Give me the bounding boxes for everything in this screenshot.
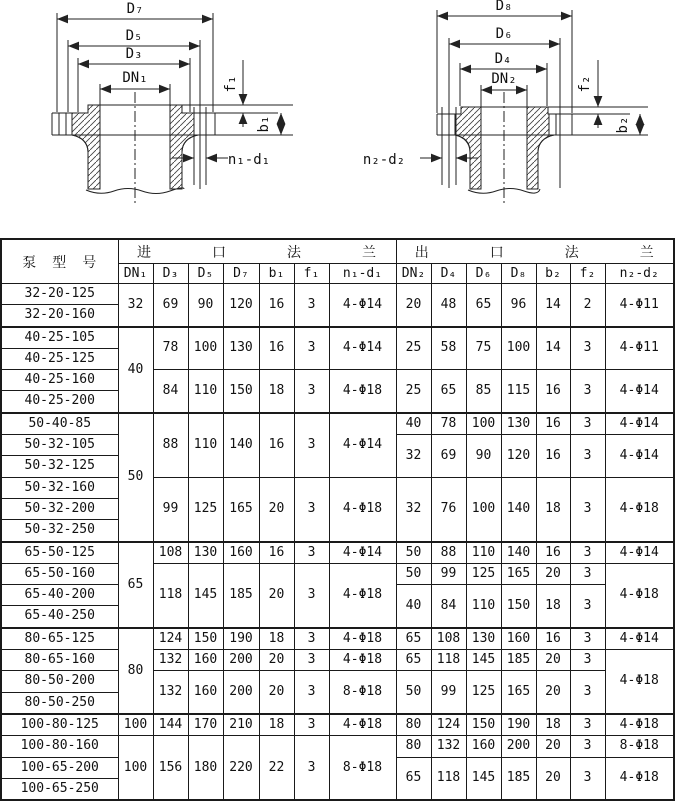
pump-model-header: 泵 型 号: [1, 239, 118, 284]
cell: 16: [259, 284, 294, 327]
cell: 18: [536, 714, 570, 736]
cell: 3: [570, 671, 605, 714]
cell: 76: [431, 477, 466, 541]
cell: 69: [153, 284, 188, 327]
model-cell: 80-50-200: [1, 671, 118, 692]
model-cell: 100-65-250: [1, 778, 118, 800]
cell: 132: [153, 671, 188, 714]
cell: 190: [501, 714, 536, 736]
model-cell: 100-80-160: [1, 736, 118, 757]
cell: 110: [466, 585, 501, 628]
cell: 145: [188, 563, 223, 627]
cell: 16: [536, 413, 570, 435]
cell: 130: [188, 542, 223, 564]
cell: 3: [570, 435, 605, 478]
cell: 3: [294, 327, 329, 370]
col-header-DN2: DN₂: [396, 264, 431, 284]
cell: 88: [153, 413, 188, 477]
cell: 99: [431, 563, 466, 584]
cell: 165: [501, 671, 536, 714]
model-cell: 50-32-160: [1, 477, 118, 498]
cell: 3: [294, 650, 329, 671]
cell: 80: [396, 714, 431, 736]
table-row: [1, 413, 674, 435]
cell: 100: [188, 327, 223, 370]
cell: 4-Φ11: [605, 327, 674, 370]
model-cell: 80-65-125: [1, 628, 118, 650]
model-cell: 80-65-160: [1, 650, 118, 671]
cell: 3: [570, 757, 605, 800]
cell: 65: [396, 650, 431, 671]
cell: 80: [396, 736, 431, 757]
cell: 125: [466, 671, 501, 714]
cell: 3: [294, 563, 329, 627]
cell: 150: [223, 370, 259, 413]
cell: 8-Φ18: [329, 736, 396, 800]
cell: 3: [570, 736, 605, 757]
model-cell: 40-25-105: [1, 327, 118, 349]
cell: 125: [466, 563, 501, 584]
cell: 118: [431, 650, 466, 671]
flange-dimension-table: [0, 238, 675, 801]
cell: 3: [570, 477, 605, 541]
cell: 4-Φ14: [605, 370, 674, 413]
model-cell: 65-50-125: [1, 542, 118, 564]
model-cell: 100-80-125: [1, 714, 118, 736]
cell: 145: [466, 757, 501, 800]
cell: 160: [188, 671, 223, 714]
cell: 16: [536, 370, 570, 413]
cell: 3: [294, 477, 329, 541]
cell: 165: [223, 477, 259, 541]
cell: 190: [223, 628, 259, 650]
cell: 4-Φ14: [329, 327, 396, 370]
cell: 78: [153, 327, 188, 370]
cell: 118: [431, 757, 466, 800]
cell: 200: [501, 736, 536, 757]
cell: 40: [396, 413, 431, 435]
col-header-n1-d1: n₁-d₁: [329, 264, 396, 284]
col-header-D8: D₈: [501, 264, 536, 284]
cell: 108: [431, 628, 466, 650]
cell: 96: [501, 284, 536, 327]
cell: 16: [536, 628, 570, 650]
cell: 115: [501, 370, 536, 413]
dim-label-D7: D₇: [126, 1, 144, 17]
cell: 156: [153, 736, 188, 800]
col-header-n2-d2: n₂-d₂: [605, 264, 674, 284]
cell: 4-Φ18: [605, 757, 674, 800]
cell: 4-Φ18: [329, 563, 396, 627]
cell: 14: [536, 284, 570, 327]
cell: 3: [294, 714, 329, 736]
inlet-flange-drawing: [52, 13, 293, 203]
col-header-D6: D₆: [466, 264, 501, 284]
col-header-DN1: DN₁: [118, 264, 153, 284]
dim-label-D5: D₅: [125, 28, 143, 44]
cell: 8-Φ18: [329, 671, 396, 714]
cell: 16: [536, 435, 570, 478]
cell: 4-Φ18: [605, 714, 674, 736]
cell: 145: [466, 650, 501, 671]
table-row: [1, 650, 674, 671]
cell: 4-Φ14: [605, 542, 674, 564]
cell: 4-Φ18: [329, 370, 396, 413]
col-header-D4: D₄: [431, 264, 466, 284]
cell: 90: [466, 435, 501, 478]
cell: 3: [570, 370, 605, 413]
table-row: [1, 327, 674, 349]
cell: 4-Φ14: [605, 413, 674, 435]
cell: 18: [259, 628, 294, 650]
cell: 4-Φ18: [329, 628, 396, 650]
cell: 165: [501, 563, 536, 584]
cell: 3: [294, 628, 329, 650]
cell: 124: [153, 628, 188, 650]
col-header-f1: f₁: [294, 264, 329, 284]
cell: 78: [431, 413, 466, 435]
model-cell: 80-50-250: [1, 692, 118, 714]
cell: 3: [570, 542, 605, 564]
table-row: [1, 736, 674, 757]
cell: 210: [223, 714, 259, 736]
cell: 4-Φ18: [605, 477, 674, 541]
cell: 3: [294, 413, 329, 477]
cell: 18: [259, 714, 294, 736]
table-row: [1, 284, 674, 305]
cell: 180: [188, 736, 223, 800]
dim-label-n1-d1: n₁-d₁: [227, 152, 271, 168]
cell: 80: [118, 628, 153, 714]
cell: 130: [223, 327, 259, 370]
cell: 3: [294, 736, 329, 800]
cell: 100: [118, 736, 153, 800]
cell: 4-Φ11: [605, 284, 674, 327]
cell: 100: [118, 714, 153, 736]
cell: 160: [501, 628, 536, 650]
cell: 25: [396, 370, 431, 413]
model-cell: 40-25-200: [1, 391, 118, 413]
cell: 50: [396, 542, 431, 564]
cell: 3: [570, 327, 605, 370]
model-cell: 65-40-200: [1, 585, 118, 606]
cell: 20: [259, 477, 294, 541]
col-header-D3: D₃: [153, 264, 188, 284]
cell: 16: [259, 327, 294, 370]
cell: 4-Φ14: [605, 628, 674, 650]
outlet-flange-drawing: [420, 10, 648, 205]
cell: 65: [431, 370, 466, 413]
cell: 99: [431, 671, 466, 714]
cell: 58: [431, 327, 466, 370]
cell: 110: [466, 542, 501, 564]
cell: 3: [570, 585, 605, 628]
cell: 150: [501, 585, 536, 628]
cell: 65: [396, 757, 431, 800]
cell: 130: [501, 413, 536, 435]
cell: 100: [466, 413, 501, 435]
cell: 4-Φ14: [329, 542, 396, 564]
cell: 4-Φ18: [329, 477, 396, 541]
cell: 40: [396, 585, 431, 628]
outlet-flange-header: 出 口 法 兰: [396, 239, 674, 264]
cell: 69: [431, 435, 466, 478]
cell: 100: [466, 477, 501, 541]
cell: 3: [294, 370, 329, 413]
cell: 4-Φ14: [329, 413, 396, 477]
cell: 85: [466, 370, 501, 413]
section-hatch: [455, 107, 481, 189]
cell: 50: [396, 671, 431, 714]
model-cell: 32-20-160: [1, 305, 118, 327]
model-cell: 50-32-125: [1, 456, 118, 477]
cell: 20: [396, 284, 431, 327]
cell: 200: [223, 671, 259, 714]
table-row: [1, 563, 674, 584]
cell: 75: [466, 327, 501, 370]
col-header-D7: D₇: [223, 264, 259, 284]
col-header-b2: b₂: [536, 264, 570, 284]
cell: 3: [294, 284, 329, 327]
cell: 124: [431, 714, 466, 736]
cell: 4-Φ18: [605, 563, 674, 627]
cell: 110: [188, 370, 223, 413]
col-header-D5: D₅: [188, 264, 223, 284]
cell: 185: [501, 650, 536, 671]
cell: 50: [396, 563, 431, 584]
model-cell: 50-40-85: [1, 413, 118, 435]
cell: 20: [259, 563, 294, 627]
cell: 20: [536, 563, 570, 584]
cell: 90: [188, 284, 223, 327]
cell: 48: [431, 284, 466, 327]
cell: 110: [188, 413, 223, 477]
cell: 2: [570, 284, 605, 327]
section-hatch: [527, 107, 554, 189]
section-hatch: [72, 105, 100, 189]
cell: 4-Φ18: [605, 650, 674, 714]
cell: 160: [466, 736, 501, 757]
cell: 88: [431, 542, 466, 564]
cell: 32: [118, 284, 153, 327]
cell: 3: [294, 671, 329, 714]
dim-label-D6: D₆: [495, 26, 513, 42]
cell: 25: [396, 327, 431, 370]
cell: 118: [153, 563, 188, 627]
cell: 16: [536, 542, 570, 564]
cell: 32: [396, 477, 431, 541]
cell: 20: [259, 650, 294, 671]
dim-label-f1: f₁: [223, 75, 239, 93]
cell: 4-Φ18: [329, 714, 396, 736]
cell: 4-Φ14: [329, 284, 396, 327]
cell: 3: [294, 542, 329, 564]
dim-label-n2-d2: n₂-d₂: [362, 152, 406, 168]
cell: 20: [259, 671, 294, 714]
dim-label-DN2: DN₂: [491, 71, 517, 87]
cell: 84: [431, 585, 466, 628]
cell: 3: [570, 714, 605, 736]
cell: 65: [118, 542, 153, 628]
cell: 20: [536, 757, 570, 800]
cell: 16: [259, 413, 294, 477]
table-row: [1, 714, 674, 736]
cell: 3: [570, 413, 605, 435]
cell: 3: [570, 628, 605, 650]
col-header-f2: f₂: [570, 264, 605, 284]
cell: 3: [570, 650, 605, 671]
cell: 22: [259, 736, 294, 800]
cell: 100: [501, 327, 536, 370]
cell: 4-Φ14: [605, 435, 674, 478]
model-cell: 65-40-250: [1, 606, 118, 628]
cell: 140: [501, 542, 536, 564]
table-row: [1, 628, 674, 650]
cell: 160: [188, 650, 223, 671]
cell: 20: [536, 736, 570, 757]
model-cell: 100-65-200: [1, 757, 118, 778]
cell: 32: [396, 435, 431, 478]
cell: 65: [466, 284, 501, 327]
model-cell: 50-32-200: [1, 498, 118, 519]
flange-drawings: [0, 0, 675, 236]
dim-label-D8: D₈: [495, 0, 513, 14]
cell: 18: [259, 370, 294, 413]
model-cell: 40-25-125: [1, 348, 118, 369]
model-cell: 65-50-160: [1, 563, 118, 584]
cell: 132: [153, 650, 188, 671]
model-cell: 50-32-250: [1, 520, 118, 542]
dim-label-b1: b₁: [256, 115, 272, 133]
model-cell: 32-20-125: [1, 284, 118, 305]
cell: 125: [188, 477, 223, 541]
cell: 108: [153, 542, 188, 564]
cell: 120: [223, 284, 259, 327]
cell: 185: [223, 563, 259, 627]
dim-label-f2: f₂: [577, 75, 593, 93]
table-row: [1, 370, 674, 391]
inlet-dimension-labels: [122, 1, 272, 168]
cell: 140: [501, 477, 536, 541]
cell: 150: [466, 714, 501, 736]
cell: 40: [118, 327, 153, 413]
dim-label-DN1: DN₁: [122, 70, 148, 86]
cell: 120: [501, 435, 536, 478]
cell: 144: [153, 714, 188, 736]
cell: 18: [536, 585, 570, 628]
cell: 170: [188, 714, 223, 736]
cell: 185: [501, 757, 536, 800]
col-header-b1: b₁: [259, 264, 294, 284]
table-row: [1, 671, 674, 692]
inlet-flange-header: 进 口 法 兰: [118, 239, 396, 264]
cell: 20: [536, 650, 570, 671]
cell: 8-Φ18: [605, 736, 674, 757]
model-cell: 50-32-105: [1, 435, 118, 456]
outlet-dimension-labels: [363, 0, 631, 168]
cell: 18: [536, 477, 570, 541]
cell: 14: [536, 327, 570, 370]
cell: 130: [466, 628, 501, 650]
cell: 99: [153, 477, 188, 541]
cell: 50: [118, 413, 153, 542]
cell: 140: [223, 413, 259, 477]
cell: 16: [259, 542, 294, 564]
cell: 4-Φ18: [329, 650, 396, 671]
cell: 220: [223, 736, 259, 800]
cell: 65: [396, 628, 431, 650]
cell: 20: [536, 671, 570, 714]
cell: 3: [570, 563, 605, 584]
cell: 132: [431, 736, 466, 757]
cell: 160: [223, 542, 259, 564]
cell: 84: [153, 370, 188, 413]
cell: 200: [223, 650, 259, 671]
table-row: [1, 542, 674, 564]
dim-label-D3: D₃: [125, 46, 143, 62]
table-row: [1, 477, 674, 498]
cell: 150: [188, 628, 223, 650]
dim-label-b2: b₂: [615, 116, 631, 134]
model-cell: 40-25-160: [1, 370, 118, 391]
dim-label-D4: D₄: [494, 51, 512, 67]
